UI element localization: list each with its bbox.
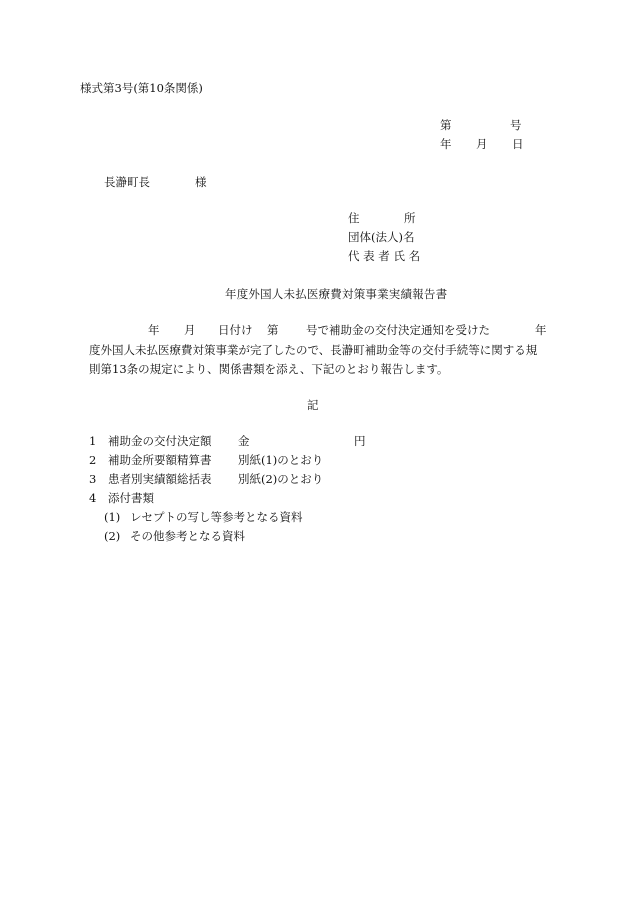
ki-heading: 記: [307, 398, 319, 412]
item-3-value: 別紙(2)のとおり: [238, 472, 324, 486]
item-3-label: 患者別実績額総括表: [108, 472, 212, 486]
doc-number-prefix: 第: [440, 118, 452, 132]
date-day: 日: [512, 137, 524, 151]
item-2-label: 補助金所要額精算書: [108, 453, 212, 467]
date-year: 年: [440, 137, 452, 151]
form-label: 様式第3号(第10条関係): [80, 81, 203, 95]
item-1-unit: 円: [354, 434, 366, 448]
body-line3: 則第13条の規定により、関係書類を添え、下記のとおり報告します。: [89, 362, 449, 376]
item-2-num: 2: [89, 453, 97, 467]
addressee-name: 長瀞町長: [104, 175, 150, 189]
body-year2: 年: [535, 323, 547, 337]
body-no: 第: [267, 323, 279, 337]
attachment-1-label: レセプトの写し等参考となる資料: [130, 510, 303, 524]
attachment-1-num: (1): [104, 510, 121, 524]
date-month: 月: [476, 137, 488, 151]
body-year: 年: [148, 323, 160, 337]
item-2-value: 別紙(1)のとおり: [238, 453, 324, 467]
attachment-2-num: (2): [104, 529, 121, 543]
body-dated: 日付け: [218, 323, 253, 337]
body-line2: 度外国人未払医療費対策事業が完了したので、長瀞町補助金等の交付手続等に関する規: [89, 343, 538, 357]
addressee-honorific: 様: [195, 175, 207, 189]
item-4-label: 添付書類: [108, 491, 154, 505]
item-1-label: 補助金の交付決定額: [108, 434, 212, 448]
item-1-num: 1: [89, 434, 97, 448]
rep-label: 代 表 者 氏 名: [348, 249, 421, 263]
body-month: 月: [184, 323, 196, 337]
body-line1-rest: 号で補助金の交付決定通知を受けた: [306, 323, 490, 337]
org-label: 団体(法人)名: [348, 230, 415, 244]
address-label-1: 住: [348, 211, 360, 225]
item-4-num: 4: [89, 491, 97, 505]
doc-number-suffix: 号: [510, 118, 522, 132]
page-title: 年度外国人未払医療費対策事業実績報告書: [225, 287, 448, 301]
item-1-value: 金: [238, 434, 250, 448]
attachment-2-label: その他参考となる資料: [130, 529, 245, 543]
item-3-num: 3: [89, 472, 97, 486]
address-label-2: 所: [404, 211, 416, 225]
